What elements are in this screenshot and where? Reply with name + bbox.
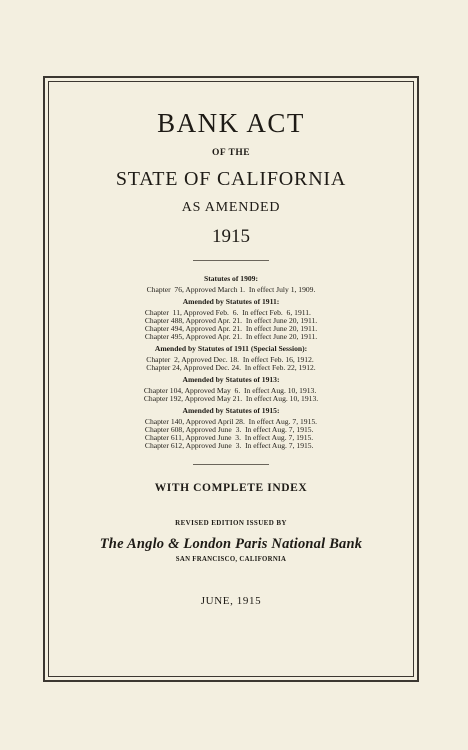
statute-row: Chapter 24, Approved Dec. 24. In effect Feb. 22, 1912.: [146, 363, 316, 372]
section-heading: Amended by Statutes of 1915:: [182, 406, 280, 415]
divider-bottom: [193, 464, 269, 465]
statute-row: Chapter 611, Approved June 3. In effect Aug. 7, 1915.: [144, 433, 314, 442]
section-heading: Amended by Statutes of 1911:: [182, 297, 280, 306]
section-heading: Statutes of 1909:: [204, 274, 258, 283]
statute-section: [45, 407, 417, 450]
statute-row: Chapter 192, Approved May 21. In effect Aug. 10, 1913.: [143, 394, 319, 403]
year-text: 1915: [212, 226, 250, 247]
statute-row: Chapter 494, Approved Apr. 21. In effect June 20, 1911.: [144, 324, 318, 333]
page-border: [43, 76, 419, 682]
statute-section: [45, 376, 417, 403]
document-title: BANK ACT: [157, 108, 305, 138]
bank-name: The Anglo & London Paris National Bank: [99, 536, 363, 552]
statute-row: Chapter 2, Approved Dec. 18. In effect Feb. 16, 1912.: [146, 355, 314, 364]
as-amended-text: AS AMENDED: [181, 200, 281, 215]
statute-section: [45, 275, 417, 294]
statute-row: Chapter 488, Approved Apr. 21. In effect June 20, 1911.: [144, 316, 318, 325]
statute-row: Chapter 608, Approved June 3. In effect Aug. 7, 1915.: [144, 425, 314, 434]
statute-row: Chapter 11, Approved Feb. 6. In effect Feb. 6, 1911.: [144, 308, 311, 317]
statute-section: [45, 298, 417, 341]
publication-date: JUNE, 1915: [200, 595, 262, 607]
title-page-content: [45, 108, 417, 608]
statutes-list: [45, 275, 417, 450]
of-the-text: OF THE: [211, 148, 251, 158]
bank-city: SAN FRANCISCO, CALIFORNIA: [175, 556, 287, 563]
divider-top: [193, 260, 269, 261]
index-note: WITH COMPLETE INDEX: [154, 482, 308, 494]
statute-row: Chapter 612, Approved June 3. In effect Aug. 7, 1915.: [144, 441, 314, 450]
statute-row: Chapter 140, Approved April 28. In effect Aug. 7, 1915.: [144, 417, 318, 426]
statute-row: Chapter 495, Approved Apr. 21. In effect June 20, 1911.: [144, 332, 318, 341]
statute-row: Chapter 76, Approved March 1. In effect July 1, 1909.: [146, 285, 316, 294]
statute-section: [45, 345, 417, 372]
section-heading: Amended by Statutes of 1911 (Special Session):: [154, 344, 308, 353]
statute-row: Chapter 104, Approved May 6. In effect Aug. 10, 1913.: [143, 386, 317, 395]
issued-by-text: REVISED EDITION ISSUED BY: [175, 519, 287, 527]
section-heading: Amended by Statutes of 1913:: [182, 375, 280, 384]
state-name: STATE OF CALIFORNIA: [115, 168, 347, 190]
